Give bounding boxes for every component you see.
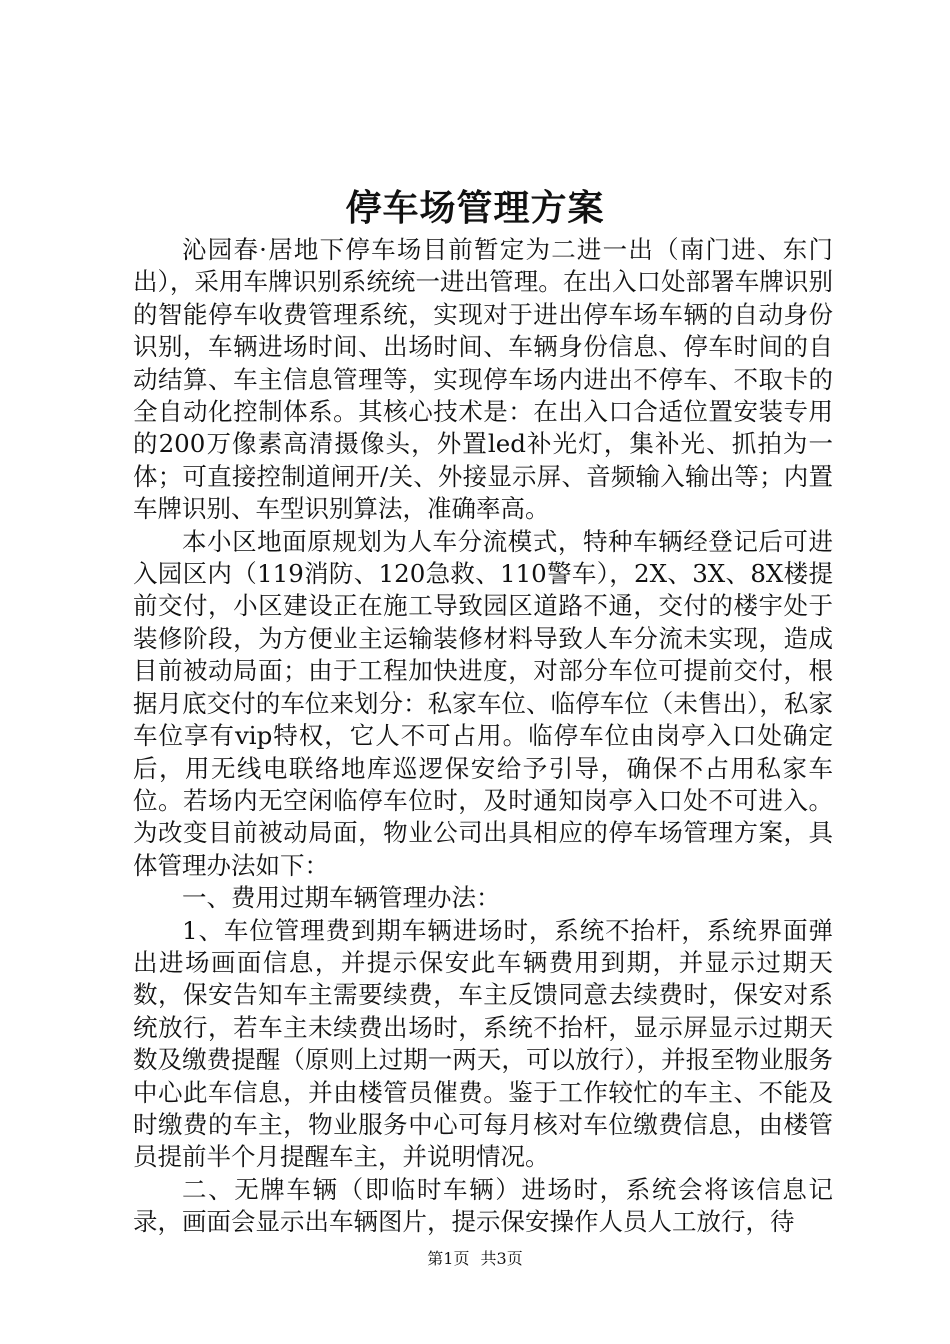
page-footer (0, 1249, 950, 1269)
document-body (133, 234, 833, 1239)
paragraph-expired-fees: 1、车位管理费到期车辆进场时，系统不抬杆，系统界面弹出进场画面信息，并提示保安此车辆费用到期，并显示过期天数，保安告知车主需要续费，车主反馈同意去续费时，保安对系统放行，若车主未续费出场时，系统不抬杆，显示屏显示过期天数及缴费提醒（原则上过期一两天，可以放行），并报至物业服务中心此车信息，并由楼管员催费。鉴于工作较忙的车主、不能及时缴费的车主，物业服务中心可每月核对车位缴费信息，由楼管员提前半个月提醒车主，并说明情况。 (133, 915, 833, 1172)
page-title: 停车场管理方案 (345, 187, 605, 229)
paragraph-intro: 沁园春·居地下停车场目前暂定为二进一出（南门进、东门出），采用车牌识别系统统一进出管理。在出入口处部署车牌识别的智能停车收费管理系统，实现对于进出停车场车辆的自动身份识别，车辆进场时间、出场时间、车辆身份信息、停车时间的自动结算、车主信息管理等，实现停车场内进出不停车、不取卡的全自动化控制体系。其核心技术是：在出入口合适位置安装专用的200万像素高清摄像头，外置led补光灯，集补光、抓拍为一体；可直接控制道闸开/关、外接显示屏、音频输入输出等；内置车牌识别、车型识别算法，准确率高。 (133, 235, 833, 524)
page-total: 共3页 (480, 1249, 523, 1268)
section-heading-expired-fees: 一、费用过期车辆管理办法： (182, 883, 501, 913)
paragraph-background: 本小区地面原规划为人车分流模式，特种车辆经登记后可进入园区内（119消防、120急救、110警车），2X、3X、8X楼提前交付，小区建设正在施工导致园区道路不通，交付的楼宇处于装修阶段，为方便业主运输装修材料导致人车分流未实现，造成目前被动局面；由于工程加快进度，对部分车位可提前交付，根据月底交付的车位来划分：私家车位、临停车位（未售出），私家车位享有vip特权，它人不可占用。临停车位由岗亭入口处确定后，用无线电联络地库巡逻保安给予引导，确保不占用私家车位。若场内无空闲临停车位时，及时通知岗亭入口处不可进入。为改变目前被动局面，物业公司出具相应的停车场管理方案，具体管理办法如下： (133, 526, 833, 880)
page-number: 第1页 (427, 1249, 470, 1268)
paragraph-unlicensed-vehicles: 二、无牌车辆（即临时车辆）进场时，系统会将该信息记录，画面会显示出车辆图片，提示保安操作人员人工放行，待 (133, 1174, 833, 1237)
